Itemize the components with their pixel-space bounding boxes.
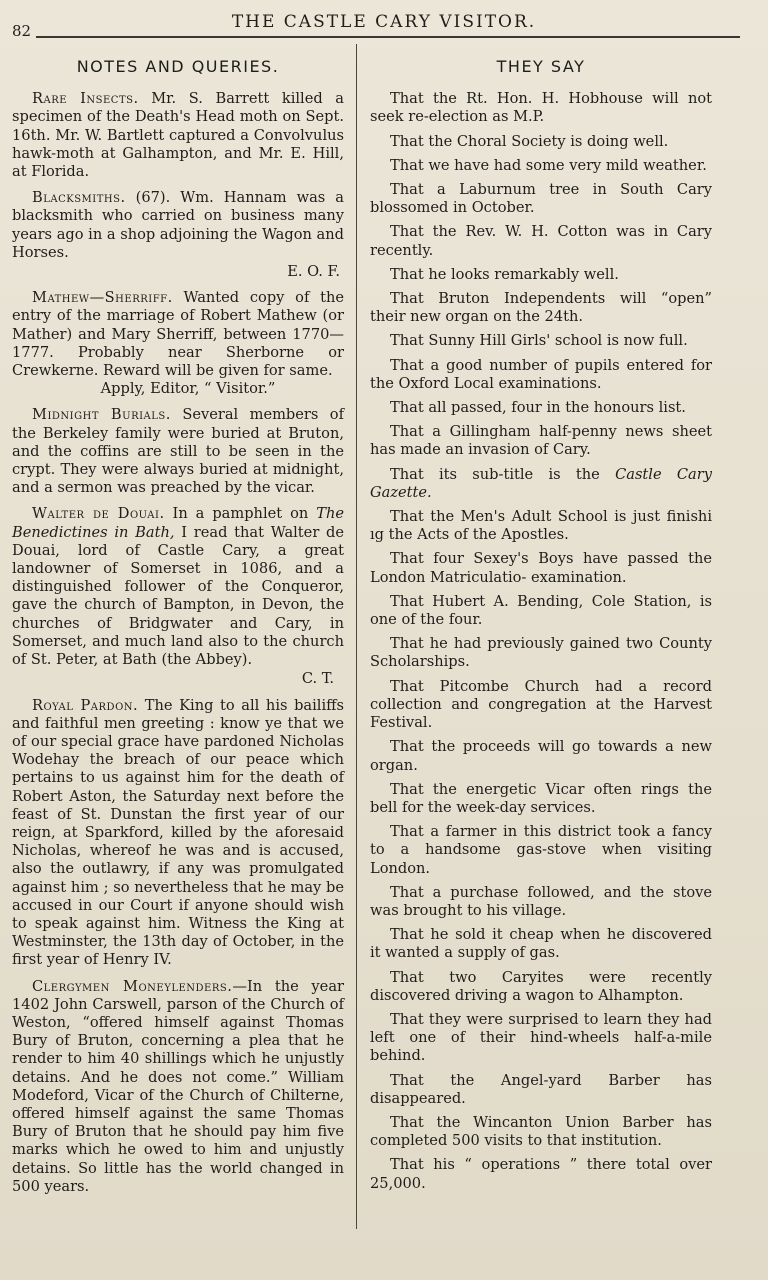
they-say-item: That they were surprised to learn they had left one of their hind-wheels half-a-mile behind. [370,1010,712,1065]
column-divider [356,44,357,1229]
they-say-item: That a Laburnum tree in South Cary blossomed in October. [370,181,712,217]
entry-clergymen-moneylenders [12,978,344,1196]
entry-head: Rare Insects. [32,90,139,108]
they-say-item: That the Angel-yard Barber has disappeared. [370,1071,712,1107]
entry-head: Mathew—Sherriff. [32,289,173,307]
entry-italic-title: The Benedictines in Bath, [12,505,344,541]
they-say-item: That the Men's Adult School is just finishi ıg the Acts of the Apostles. [370,508,712,544]
entry-head: Blacksmiths. [32,189,126,207]
entry-text: Wanted copy of the entry of the marriage of Robert Mathew (or Mather) and Mary Sherriff, between 1770—1777. Probably near Sherborne or Crewkerne. Reward will be given for same. [12,289,344,380]
entry-rare-insects [12,90,344,181]
they-say-item: That Bruton Independents will “open” their new organ on the 24th. [370,290,712,326]
they-say-item-gazette [370,466,712,502]
they-say-item: That we have had some very mild weather. [390,156,707,174]
they-say-item: That all passed, four in the honours list. [390,399,686,417]
they-say-item: That the Rev. W. H. Cotton was in Cary recently. [370,223,712,259]
they-say-item: That the energetic Vicar often rings the bell for the week-day services. [370,780,712,816]
they-say-item: That a farmer in this district took a fancy to a handsome gas-stove when visiting London. [370,823,712,877]
they-say-item: That the Wincanton Union Barber has completed 500 visits to that institution. [370,1113,712,1150]
notes-heading: NOTES AND QUERIES. [76,57,280,76]
they-say-item: That a Gillingham half-penny news sheet has made an invasion of Cary. [370,423,712,459]
entry-signature: C. T. [301,670,334,688]
entry-signature: E. O. F. [287,263,340,281]
they-say-item: That the Rt. Hon. H. Hobhouse will not seek re-election as M.P. [370,90,712,126]
they-say-item: That a purchase followed, and the stove was brought to his village. [370,883,712,919]
entry-text: Several members of the Berkeley family were buried at Bruton, and the coffins are still to be seen in the crypt. They were always buried at midnight, and a sermon was preached by the vicar. [12,406,344,497]
running-title: THE CASTLE CARY VISITOR. [231,12,537,32]
they-say-item: That the Choral Society is doing well. [390,132,669,150]
entry-mathew-sherriff [12,289,344,398]
entry-text: —In the year 1402 John Carswell, parson of the Church of Weston, “offered himself against Thomas Bury of Bruton, concerning a plea that he render to him 40 shillings which he unjustly detains. And he does not come.” William Modeford, Vicar of the Church of Chilterne, offered himself against the same Thomas Bury of Bruton that he should pay him five marks which he owed to him and unjustly detains. So little has the world changed in 500 years. [12,977,344,1195]
they-say-item: That the proceeds will go towards a new organ. [370,738,712,774]
they-say-column [370,44,712,1199]
gazette-italic: Castle Cary Gazette. [370,465,712,501]
entry-midnight-burials [12,406,344,497]
gazette-text: That its sub-title is the [390,465,616,483]
they-say-item: That his “ operations ” there total over 25,000. [370,1156,712,1192]
entry-apply-line: Apply, Editor, “ Visitor.” [100,380,276,398]
notes-and-queries-column [12,44,344,1204]
they-say-item: That two Caryites were recently discovered driving a wagon to Alhampton. [370,968,712,1004]
they-say-item: That he sold it cheap when he discovered it wanted a supply of gas. [370,926,712,962]
they-say-item: That Sunny Hill Girls' school is now full. [390,332,688,350]
entry-head: Clergymen Moneylenders. [32,977,233,995]
they-say-item: That Hubert A. Bending, Cole Station, is one of the four. [370,592,712,629]
entry-head: Walter de Douai. [32,505,165,523]
entry-blacksmiths [12,189,344,281]
page-number: 82 [12,22,32,40]
entry-text: (67). Wm. Hannam was a blacksmith who carried on business many years ago in a shop adjoining the Wagon and Horses. [12,189,344,261]
they-say-item: That four Sexey's Boys have passed the London Matriculatio‑ examination. [370,550,712,586]
entry-text: The King to all his bailiffs and faithful men greeting : know ye that we of our special grace have pardoned Nicholas Wodehay the breach of our peace which pertains to us against him for the death of Robert Aston, the Saturday next before the feast of St. Dunstan the first year of our reign, at Sparkford, killed by the aforesaid Nicholas, whereof he was and is accused, also the outlawry, if any was promulgated against him ; so nevertheless that he may be accused in our Court if anyone should wish to speak against him. Witness the King at Westminster, the 13th day of October, in the first year of Henry IV. [12,696,344,969]
entry-text: I read that Walter de Douai, lord of Castle Cary, a great landowner of Somerset in 1086, and a distinguished follower of the Conqueror, gave the church of Bampton, in Devon, the churches of Bridgwater and Cary, in Somerset, and much land also to the church of St. Peter, at Bath (the Abbey). [12,523,345,669]
they-say-heading: THEY SAY [496,57,586,76]
entry-text-pre: In a pamphlet on [164,505,317,523]
they-say-item: That he had previously gained two County Scholarships. [370,635,712,671]
entry-text: Mr. S. Barrett killed a specimen of the Death's Head moth on Sept. 16th. Mr. W. Bartlett captured a Convolvulus hawk-moth at Galhampton, and Mr. E. Hill, at Florida. [12,90,344,181]
entry-walter-de-douai [12,505,344,688]
they-say-item: That Pitcombe Church had a record collection and congregation at the Harvest Festival. [370,677,712,732]
header-rule [36,36,740,38]
they-say-item: That he looks remarkably well. [390,265,619,283]
entry-royal-pardon [12,697,344,970]
entry-head: Midnight Burials. [32,406,171,424]
they-say-item: That a good number of pupils entered for the Oxford Local examinations. [370,356,712,392]
entry-head: Royal Pardon. [32,696,139,714]
